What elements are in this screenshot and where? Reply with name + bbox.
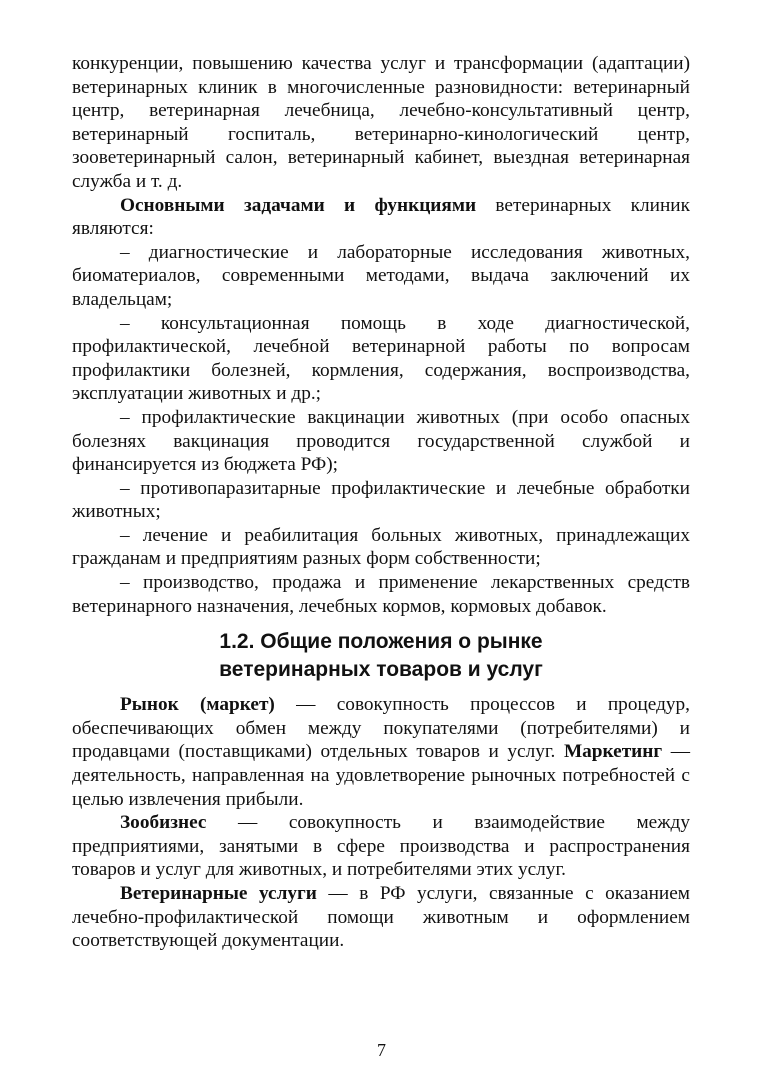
vet-services-definition-text: — в РФ услуги, связанные с оказанием лечебно-профилактической помощи животным и оформлением соответствующей документации. xyxy=(72,883,690,952)
zoobusiness-definition-text: — совокупность и взаимодействие между предприятиями, занятыми в сфере производства и распространения товаров и услуг для животных, и потребителями этих услуг. xyxy=(72,812,690,881)
zoobusiness-term: Зообизнес xyxy=(120,812,207,834)
tasks-lead-paragraph xyxy=(72,194,690,241)
market-definition-text: — совокупность процессов и процедур, обеспечивающих обмен между покупателями (потребителями) и продавцами (поставщиками) отдельных товаров и услуг. xyxy=(72,694,690,763)
task-item-production: – производство, продажа и применение лекарственных средств ветеринарного назначения, лечебных кормов, кормовых добавок. xyxy=(72,572,690,617)
tasks-lead-text: ветеринарных клиник являются: xyxy=(72,194,690,240)
task-item-antiparasitic: – противопаразитарные профилактические и лечебные обработки животных; xyxy=(72,477,690,523)
section-heading-line2: ветеринарных товаров и услуг xyxy=(219,658,543,682)
page-number: 7 xyxy=(377,1040,386,1060)
intro-paragraph: конкуренции, повышению качества услуг и трансформации (адаптации) ветеринарных клиник в многочисленные разновидности: ветеринарный центр, ветеринарная лечебница, лечебно-консультативный центр, ветеринарный госпиталь, ветеринарно-кинологический центр, зооветеринарный салон, ветеринарный кабинет, выездная ветеринарная служба и т. д. xyxy=(72,53,690,192)
task-item-treatment: – лечение и реабилитация больных животных, принадлежащих гражданам и предприятиям разных форм собственности; xyxy=(72,524,690,570)
section-heading-line1: 1.2. Общие положения о рынке xyxy=(219,630,543,654)
marketing-term: Маркетинг xyxy=(563,741,663,763)
section-heading xyxy=(72,628,690,684)
marketing-definition-text: — деятельность, направленная на удовлетворение рыночных потребностей с целью извлечения прибыли. xyxy=(72,741,690,810)
market-definition-paragraph xyxy=(72,693,690,811)
task-item-diagnostics: – диагностические и лабораторные исследования животных, биоматериалов, современными методами, выдача заключений их владельцам; xyxy=(72,241,690,310)
task-item-vaccination: – профилактические вакцинации животных (при особо опасных болезнях вакцинация проводится государственной службой и финансируется из бюджета РФ); xyxy=(72,406,690,476)
vet-services-term: Ветеринарные услуги xyxy=(120,883,317,904)
tasks-lead-bold: Основными задачами и функциями xyxy=(120,194,477,216)
document-page xyxy=(72,52,690,953)
task-item-consulting: – консультационная помощь в ходе диагностической, профилактической, лечебной ветеринарной работы по вопросам профилактики болезней, кормления, содержания, воспроизводства, эксплуатации животных и др.; xyxy=(72,312,690,405)
market-term: Рынок (маркет) xyxy=(120,694,275,716)
zoobusiness-definition-paragraph xyxy=(72,811,690,882)
vet-services-definition-paragraph xyxy=(72,882,690,953)
